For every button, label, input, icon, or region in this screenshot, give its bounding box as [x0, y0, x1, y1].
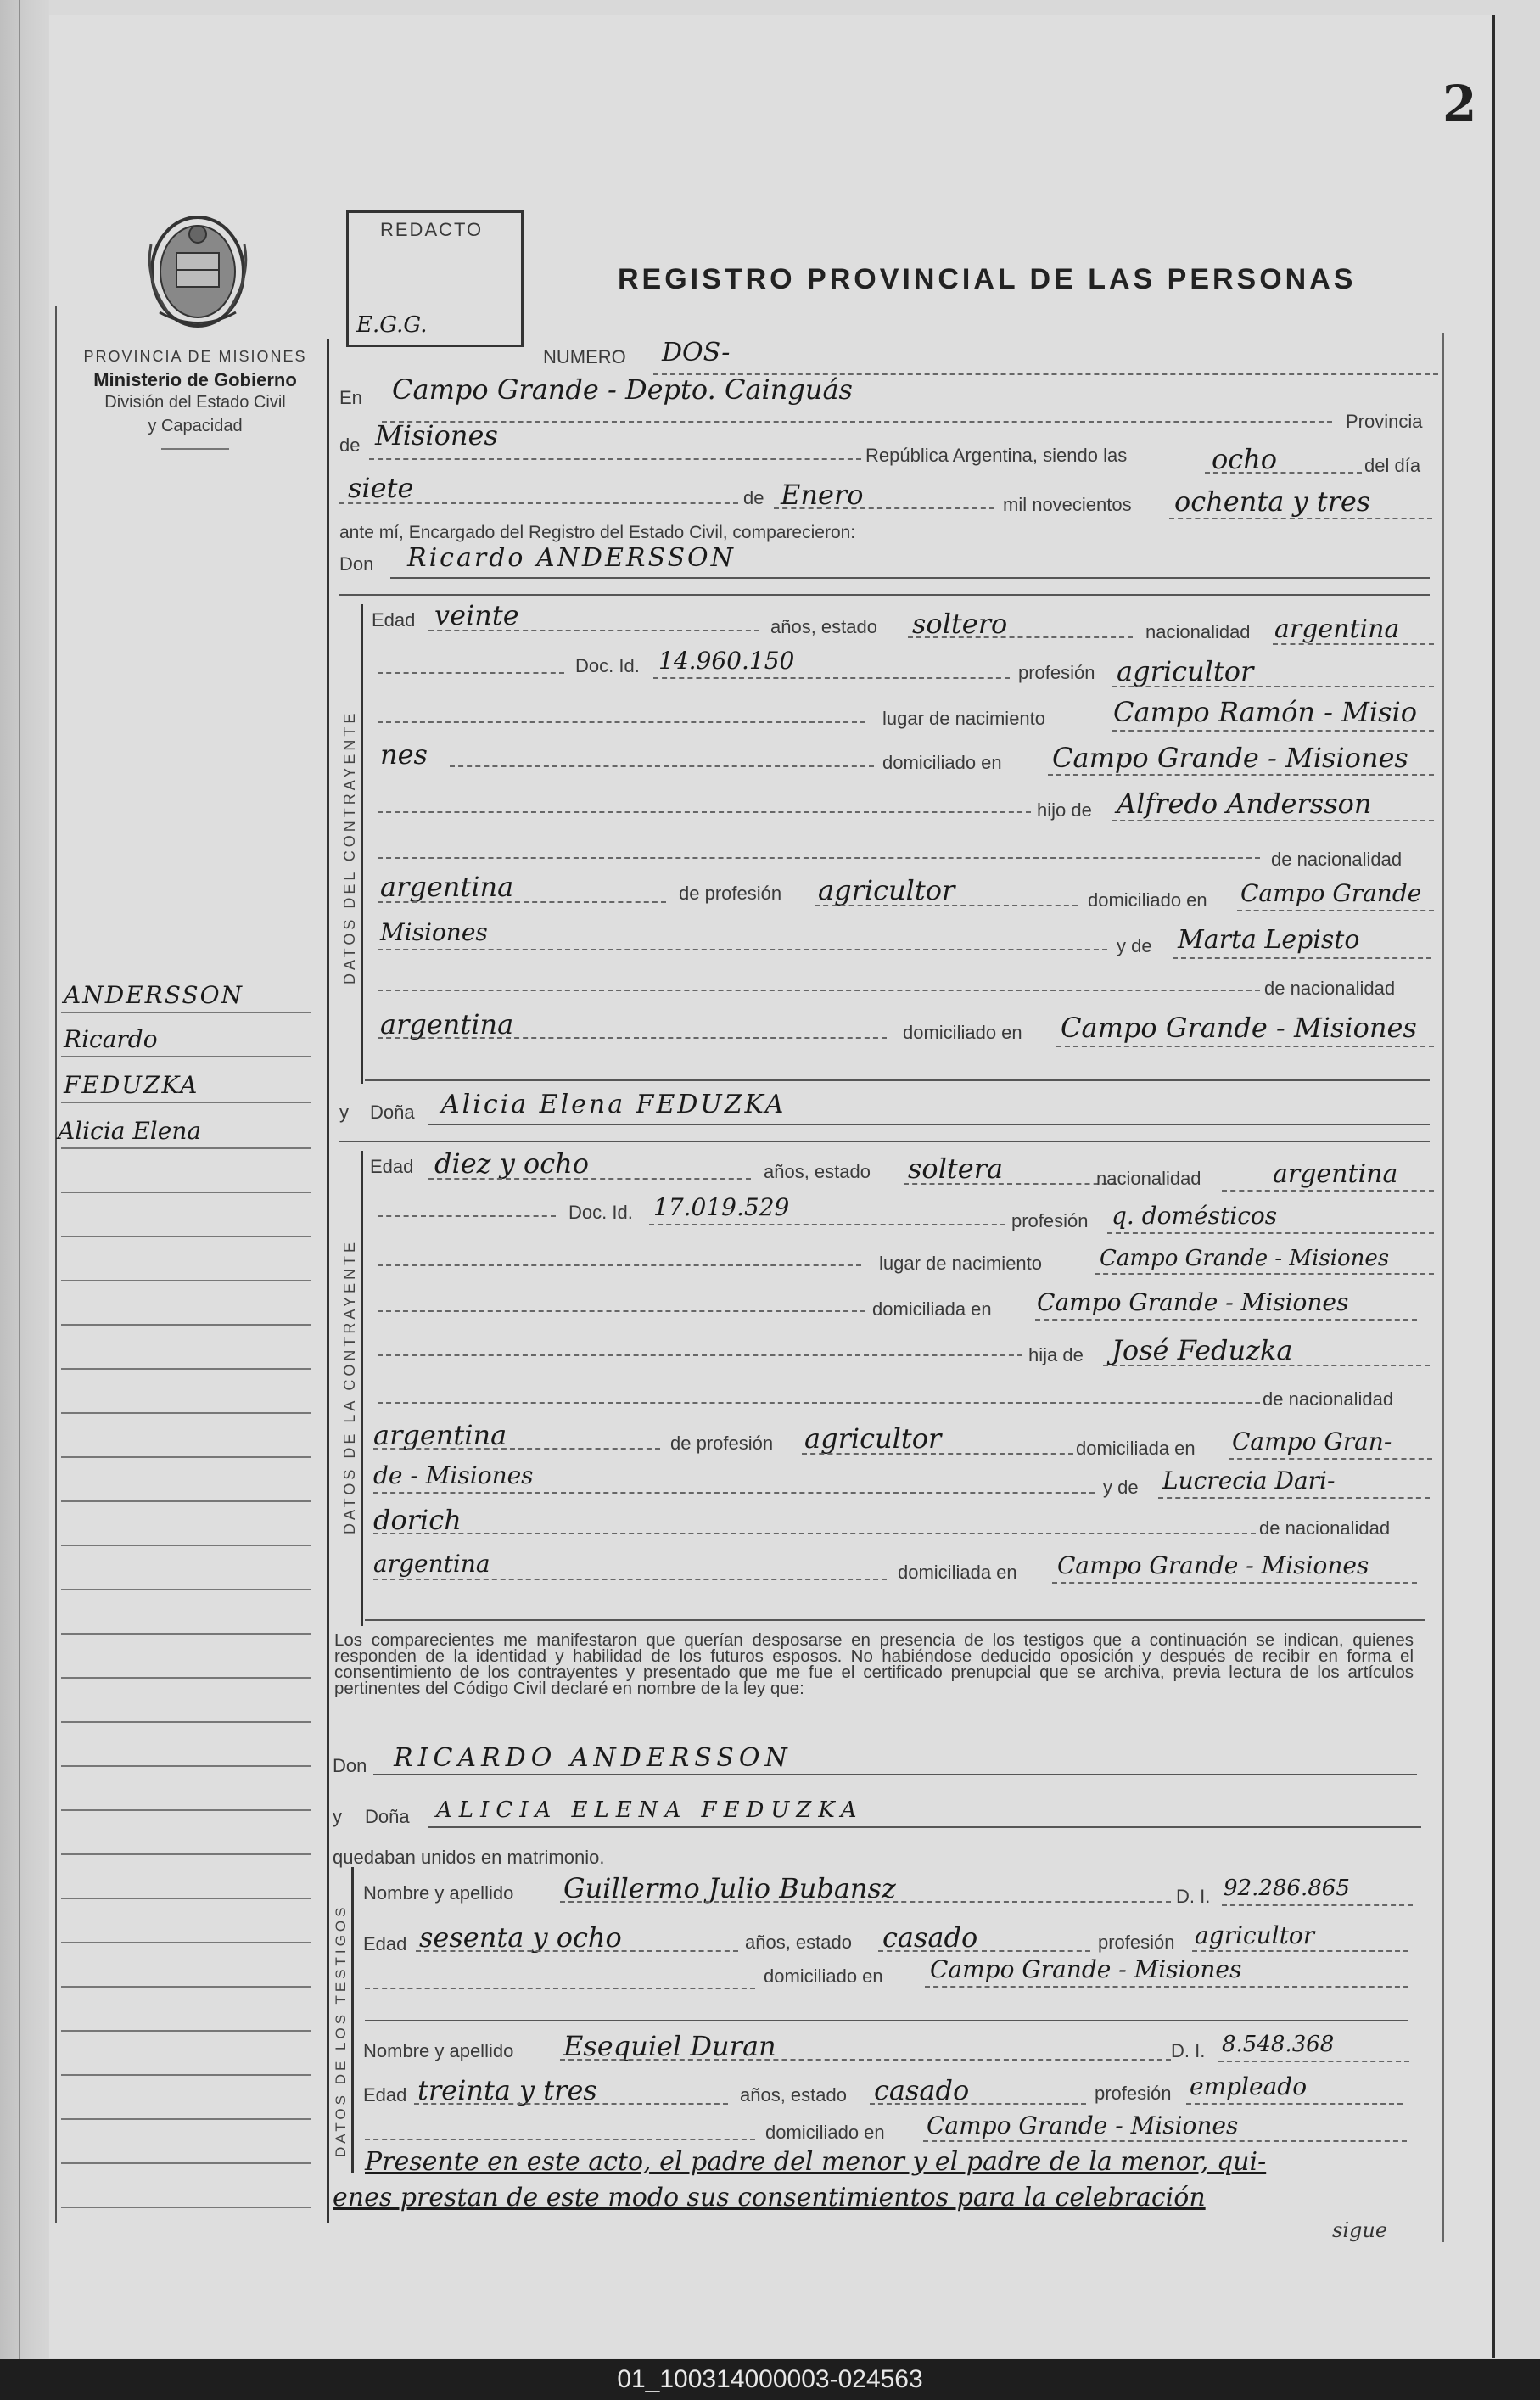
republica-text: República Argentina, siendo las [865, 445, 1128, 466]
f-doc-value: 17.019.529 [653, 1193, 790, 1221]
don-label: Don [339, 553, 374, 575]
f-prof-label: profesión [1011, 1210, 1089, 1231]
note-line-2: enes prestan de este modo sus consentimientos para la celebración [333, 2183, 1206, 2212]
margin-name-1: Ricardo [64, 1025, 158, 1053]
main-left-border [327, 339, 329, 2223]
t2-dom-label: domiciliado en [765, 2122, 885, 2143]
decl-don-label: Don [333, 1755, 367, 1776]
t2-estado-value: casado [874, 2074, 970, 2106]
t1-di-value: 92.286.865 [1224, 1876, 1350, 1901]
c-padre-nac-value: argentina [380, 871, 514, 903]
anio-value: ochenta y tres [1174, 485, 1371, 518]
f-madre-nac-value: argentina [373, 1550, 490, 1578]
ministry-line-1: PROVINCIA DE MISIONES [83, 348, 307, 365]
f-padre-dom-value-1: Campo Gran- [1232, 1427, 1392, 1455]
t2-di-label: D. I. [1171, 2040, 1206, 2061]
f-padre-dom-value-2: de - Misiones [373, 1461, 534, 1489]
c-hijo-label: hijo de [1037, 799, 1092, 821]
t2-prof-label: profesión [1095, 2083, 1172, 2104]
t2-di-value: 8.548.368 [1222, 2032, 1335, 2057]
c-padre-value: Alfredo Andersson [1117, 788, 1372, 820]
note-sigue: sigue [1332, 2218, 1388, 2242]
ministry-line-2: Ministerio de Gobierno [93, 369, 297, 390]
redacto-initials: E.G.G. [356, 312, 428, 338]
mes-value: Enero [781, 479, 864, 511]
f-doc-label: Doc. Id. [568, 1202, 633, 1223]
f-de-nac-label: de nacionalidad [1263, 1388, 1394, 1410]
f-edad-label: Edad [370, 1156, 414, 1177]
c-madre-value: Marta Lepisto [1178, 925, 1360, 955]
c-nac-label: nacionalidad [1145, 621, 1251, 642]
t1-prof-label: profesión [1098, 1932, 1175, 1953]
numero-value: DOS- [662, 338, 731, 367]
c-edad-value: veinte [434, 599, 519, 631]
t2-edad-label: Edad [363, 2084, 407, 2106]
f-lugar-label: lugar de nacimiento [879, 1253, 1043, 1274]
f-padre-value: José Feduzka [1112, 1334, 1293, 1366]
f-padre-dom-label: domiciliada en [1076, 1438, 1196, 1459]
t1-di-label: D. I. [1176, 1886, 1211, 1907]
contrayenta-section-label: DATOS DE LA CONTRAYENTE [341, 1238, 358, 1534]
c-madre-dom-label: domiciliado en [903, 1022, 1022, 1043]
t1-nombre-label: Nombre y apellido [363, 1882, 514, 1904]
f-lugar-value: Campo Grande - Misiones [1100, 1246, 1390, 1271]
t1-edad-label: Edad [363, 1933, 407, 1954]
decl-dona-label: Doña [365, 1806, 410, 1827]
decl-y-label: y [333, 1806, 342, 1827]
f-domic-label: domiciliada en [872, 1298, 992, 1320]
decl-quedaban: quedaban unidos en matrimonio. [333, 1847, 605, 1868]
c-de-nac-label-2: de nacionalidad [1264, 978, 1396, 999]
t2-nombre-label: Nombre y apellido [363, 2040, 514, 2061]
contrayente-bracket [361, 604, 363, 1084]
redacto-label: REDACTO [380, 219, 484, 240]
margin-surname-1: ANDERSSON [64, 981, 244, 1009]
c-lugar-value-2: nes [380, 738, 428, 771]
margin-surname-2: FEDUZKA [64, 1071, 199, 1099]
de-label: de [339, 435, 361, 456]
decl-esposo: RICARDO ANDERSSON [394, 1743, 792, 1773]
c-madre-dom-value: Campo Grande - Misiones [1061, 1012, 1417, 1044]
contrayenta-name: Alicia Elena FEDUZKA [441, 1090, 787, 1119]
contrayente-name: Ricardo ANDERSSON [407, 543, 736, 573]
c-madre-nac-value: argentina [380, 1008, 514, 1040]
decl-esposa: ALICIA ELENA FEDUZKA [436, 1797, 864, 1823]
margin-left-border [55, 306, 57, 2223]
coat-of-arms-seal [143, 210, 253, 338]
c-lugar-value-1: Campo Ramón - Misio [1113, 696, 1418, 728]
t2-nombre-value: Esequiel Duran [563, 2030, 776, 2062]
testigos-section-label: DATOS DE LOS TESTIGOS [333, 1904, 349, 2157]
c-padre-prof-value: agricultor [818, 874, 955, 906]
page-number: 2 [1442, 75, 1477, 132]
c-doc-label: Doc. Id. [575, 655, 640, 676]
f-anios-label: años, estado [764, 1161, 871, 1182]
f-domic-value: Campo Grande - Misiones [1037, 1288, 1349, 1316]
f-y-de-label: y de [1103, 1477, 1139, 1498]
f-madre-value-1: Lucrecia Dari- [1162, 1466, 1336, 1494]
f-de-nac-label-2: de nacionalidad [1259, 1517, 1391, 1539]
t1-anios-label: años, estado [745, 1932, 852, 1953]
margin-name-2: Alicia Elena [58, 1117, 202, 1145]
c-padre-dom-value-2: Misiones [380, 918, 488, 946]
t2-edad-value: treinta y tres [417, 2074, 597, 2106]
c-y-de-label: y de [1117, 935, 1152, 956]
c-padre-dom-label: domiciliado en [1088, 889, 1207, 911]
ministry-line-3: División del Estado Civil [104, 393, 286, 412]
ministry-line-4: y Capacidad [148, 417, 243, 435]
ante-text: ante mí, Encargado del Registro del Estado Civil, comparecieron: [339, 523, 856, 542]
c-anios-label: años, estado [770, 616, 877, 637]
document-title: REGISTRO PROVINCIAL DE LAS PERSONAS [618, 263, 1357, 295]
testigos-bracket [351, 1867, 354, 2173]
t2-dom-value: Campo Grande - Misiones [927, 2111, 1239, 2139]
t1-dom-value: Campo Grande - Misiones [930, 1955, 1242, 1983]
provincia-value: Misiones [375, 419, 498, 451]
f-madre-value-2: dorich [373, 1504, 462, 1536]
f-estado-value: soltera [908, 1152, 1004, 1185]
en-label: En [339, 387, 362, 408]
de-label-2: de [743, 487, 764, 508]
note-line-1: Presente en este acto, el padre del menor y el padre de la menor, qui- [365, 2147, 1267, 2177]
t2-anios-label: años, estado [740, 2084, 847, 2106]
y-label: y [339, 1102, 349, 1123]
f-hija-label: hija de [1028, 1344, 1084, 1365]
c-domic-value: Campo Grande - Misiones [1052, 742, 1408, 774]
provincia-label: Provincia [1346, 411, 1423, 432]
c-padre-dom-value-1: Campo Grande [1240, 879, 1422, 907]
c-doc-value: 14.960.150 [658, 647, 795, 675]
c-lugar-label: lugar de nacimiento [882, 708, 1046, 729]
dia-value: siete [348, 472, 414, 504]
binding-edge [0, 0, 49, 2359]
c-nac-value: argentina [1274, 614, 1400, 644]
f-nac-label: nacionalidad [1096, 1168, 1201, 1189]
c-de-prof-label: de profesión [679, 883, 782, 904]
t1-estado-value: casado [882, 1921, 978, 1954]
lugar-value: Campo Grande - Depto. Cainguás [392, 373, 853, 406]
t1-nombre-value: Guillermo Julio Bubansz [563, 1872, 896, 1904]
dona-label: Doña [370, 1102, 415, 1123]
f-nac-value: argentina [1273, 1159, 1398, 1189]
t2-prof-value: empleado [1190, 2072, 1308, 2100]
hora-value: ocho [1212, 443, 1278, 475]
contrayente-section-label: DATOS DEL CONTRAYENTE [341, 709, 358, 984]
c-estado-value: soltero [912, 608, 1008, 640]
f-prof-value: q. domésticos [1112, 1202, 1278, 1230]
t1-dom-label: domiciliado en [764, 1965, 883, 1987]
del-dia-label: del día [1364, 455, 1421, 476]
c-domic-label: domiciliado en [882, 752, 1002, 773]
t1-edad-value: sesenta y ocho [419, 1921, 622, 1954]
f-padre-nac-value: argentina [373, 1419, 507, 1451]
mil-label: mil novecientos [1003, 494, 1132, 515]
legal-paragraph: Los comparecientes me manifestaron que querían desposarse en presencia de los testigos que a continuación se indican, quienes responden de la identidad y habilidad de los futuros esposos. No habiéndose deducido oposición y después de recibir en forma el consentimiento de los contrayentes y presentado que me fue el certificado prenupcial que se archiva, previa lectura de los artículos pertinentes del Código Civil declaré en nombre de la ley que: [334, 1630, 1414, 1698]
f-edad-value: diez y ocho [434, 1147, 589, 1180]
f-madre-dom-value: Campo Grande - Misiones [1057, 1551, 1369, 1579]
c-de-nac-label: de nacionalidad [1271, 849, 1403, 870]
t1-prof-value: agricultor [1195, 1921, 1315, 1949]
numero-label: NUMERO [543, 346, 626, 367]
c-prof-label: profesión [1018, 662, 1095, 683]
contrayenta-bracket [361, 1151, 363, 1626]
c-prof-value: agricultor [1117, 655, 1254, 687]
c-edad-label: Edad [372, 609, 416, 631]
f-padre-prof-value: agricultor [804, 1422, 942, 1455]
f-madre-dom-label: domiciliada en [898, 1562, 1017, 1583]
f-de-prof-label: de profesión [670, 1433, 774, 1454]
scan-id-footer: 01_100314000003-024563 [0, 2359, 1540, 2400]
main-right-border [1442, 333, 1444, 2242]
